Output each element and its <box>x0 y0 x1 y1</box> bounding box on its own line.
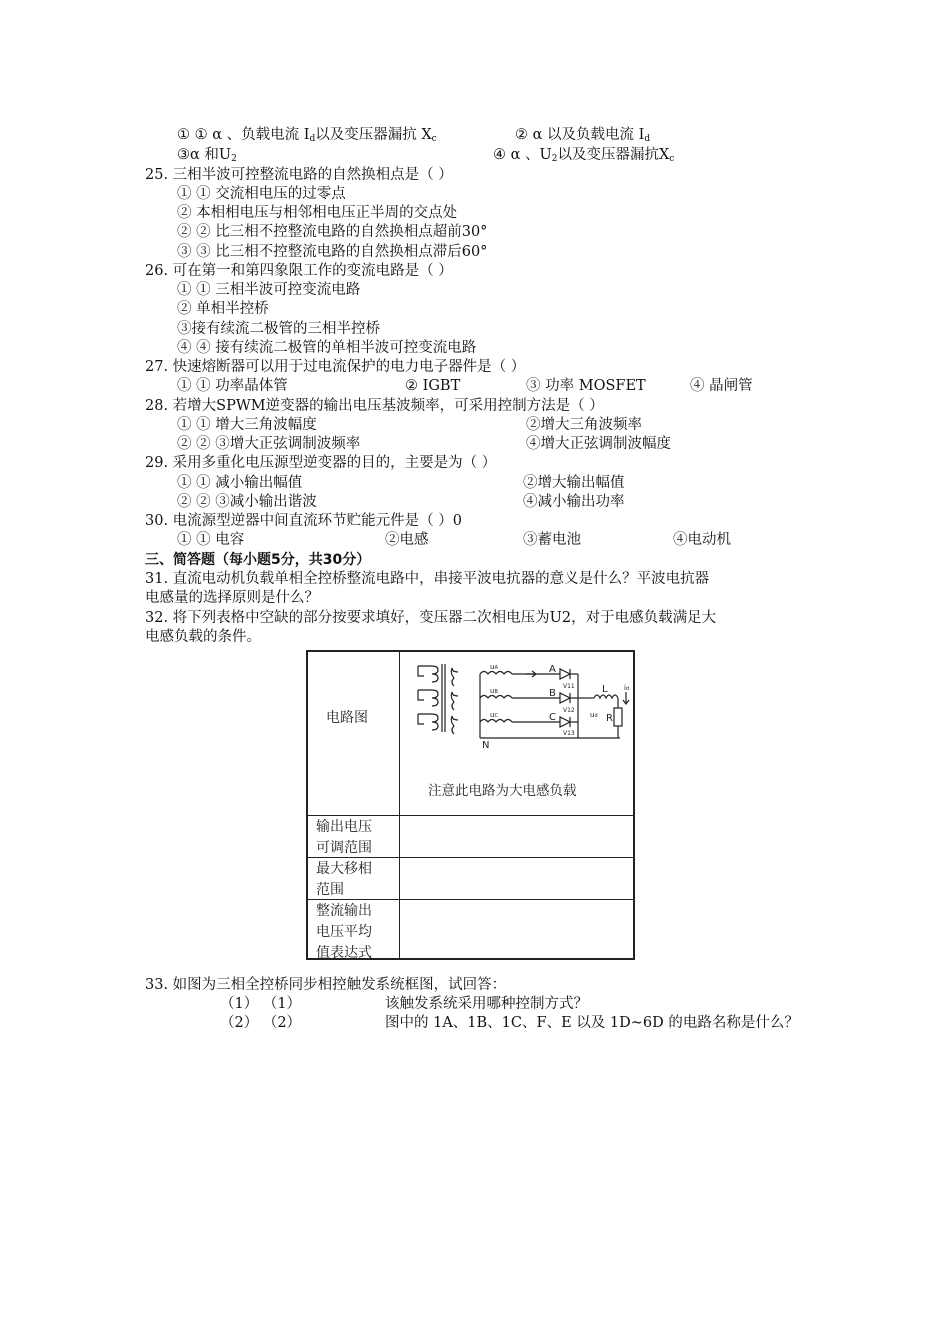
q29-option-3: ② ② ③减小输出谐波 <box>177 494 317 510</box>
label-r: R <box>606 713 613 724</box>
q28-option-2: ②增大三角波频率 <box>526 417 642 433</box>
q28-option-3: ② ② ③增大正弦调制波频率 <box>177 436 361 452</box>
row-label-circuit: 电路图 <box>326 710 368 726</box>
section-3-heading: 三、简答题（每小题5分，共30分） <box>145 552 371 568</box>
q25-option-3: ② ② 比三相不控整流电路的自然换相点超前30° <box>177 224 488 240</box>
q26-option-2: ② 单相半控桥 <box>177 301 269 317</box>
q28-option-4: ④增大正弦调制波幅度 <box>526 436 671 452</box>
q25-option-4: ③ ③ 比三相不控整流电路的自然换相点滞后60° <box>177 244 488 260</box>
q33-stem: 33. 如图为三相全控桥同步相控触发系统框图，试回答： <box>145 977 507 993</box>
q32-line-1: 32. 将下列表格中空缺的部分按要求填好，变压器二次相电压为U2，对于电感负载满足大 <box>145 610 717 626</box>
row-label-phase-range: 最大移相 范围 <box>316 861 372 898</box>
q29-option-1: ① ① 减小输出幅值 <box>177 475 303 491</box>
label-id: id <box>624 684 630 692</box>
row-label-output-range: 输出电压 可调范围 <box>316 819 372 856</box>
q27-option-2: ② IGBT <box>405 378 461 394</box>
q30-option-1: ① ① 电容 <box>177 532 245 548</box>
q33-item-1-number: （1） （1） <box>220 996 302 1012</box>
q25-stem: 25. 三相半波可控整流电路的自然换相点是（ ） <box>145 167 453 183</box>
q30-option-2: ②电感 <box>385 532 429 548</box>
q27-option-1: ① ① 功率晶体管 <box>177 378 288 394</box>
q24-option-line-1: ① ① α 、负载电流 $I_d$以及变压器漏抗 $X_c$ <box>177 127 437 144</box>
q28-stem: 28. 若增大SPWM逆变器的输出电压基波频率，可采用控制方法是（ ） <box>145 398 604 414</box>
q30-stem: 30. 电流源型逆器中间直流环节贮能元件是（ ）0 <box>145 513 463 529</box>
q25-option-1: ① ① 交流相电压的过零点 <box>177 186 346 202</box>
q26-option-1: ① ① 三相半波可控变流电路 <box>177 282 361 298</box>
q29-stem: 29. 采用多重化电压源型逆变器的目的，主要是为（ ） <box>145 455 497 471</box>
q25-option-2: ② 本相相电压与相邻相电压正半周的交点处 <box>177 205 458 221</box>
q29-option-4: ④减小输出功率 <box>523 494 625 510</box>
q26-option-3: ③接有续流二极管的三相半控桥 <box>177 321 380 337</box>
q33-item-2-number: （2） （2） <box>220 1015 302 1031</box>
label-a: A <box>549 664 556 675</box>
q27-option-4: ④ 晶闸管 <box>690 378 753 394</box>
q24-option-3: ③α 和$U_2$ <box>177 147 237 164</box>
q24-option-2: ② α 以及负载电流 $I_d$ <box>515 127 651 144</box>
label-ub: uB <box>490 687 498 695</box>
label-v12: V12 <box>563 707 575 714</box>
label-c: C <box>549 712 556 723</box>
circuit-table <box>306 650 635 960</box>
q27-option-3: ③ 功率 MOSFET <box>526 378 646 394</box>
q31-line-1: 31. 直流电动机负载单相全控桥整流电路中，串接平波电抗器的意义是什么？平波电抗器 <box>145 571 710 587</box>
three-phase-rectifier-schematic <box>400 652 633 752</box>
label-l: L <box>602 684 608 695</box>
q26-stem: 26. 可在第一和第四象限工作的变流电路是（ ） <box>145 263 453 279</box>
q31-line-2: 电感量的选择原则是什么？ <box>145 590 319 606</box>
q30-option-3: ③蓄电池 <box>523 532 581 548</box>
q30-option-4: ④电动机 <box>673 532 731 548</box>
label-ud: ud <box>590 711 598 719</box>
label-v13: V13 <box>563 730 575 737</box>
q33-item-2-text: 图中的 1A、1B、1C、F、E 以及 1D~6D 的电路名称是什么？ <box>385 1015 799 1031</box>
q32-line-2: 电感负载的条件。 <box>145 629 261 645</box>
row-label-avg-expression: 整流输出 电压平均 值表达式 <box>316 903 372 961</box>
label-n: N <box>482 740 490 751</box>
label-ua: uA <box>490 663 498 671</box>
label-uc: uC <box>490 711 498 719</box>
label-v11: V11 <box>563 683 575 690</box>
q26-option-4: ④ ④ 接有续流二极管的单相半波可控变流电路 <box>177 340 477 356</box>
q33-item-1-text: 该触发系统采用哪种控制方式？ <box>385 996 588 1012</box>
q28-option-1: ① ① 增大三角波幅度 <box>177 417 317 433</box>
label-b: B <box>549 688 556 699</box>
q29-option-2: ②增大输出幅值 <box>523 475 625 491</box>
table-row-divider-1 <box>308 815 633 816</box>
q27-stem: 27. 快速熔断器可以用于过电流保护的电力电子器件是（ ） <box>145 359 526 375</box>
circuit-note: 注意此电路为大电感负载 <box>428 783 577 799</box>
q24-option-4: ④ α 、$U_2$以及变压器漏抗$X_c$ <box>493 147 675 164</box>
